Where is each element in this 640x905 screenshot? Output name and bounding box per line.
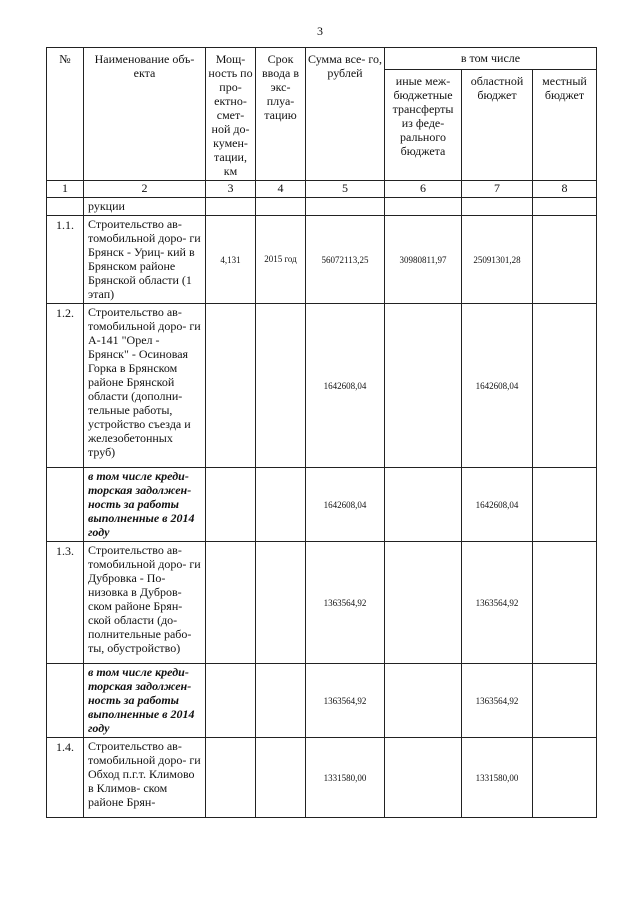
table-row [47,304,597,468]
table-row [47,216,597,304]
header-transfers: иные меж- бюджетные трансферты из феде- рального бюджета [385,70,462,181]
term-value [256,468,306,542]
sum-value: 1363564,92 [306,542,385,664]
object-name: Строительство ав- томобильной доро- ги Обход п.г.т. Климово в Климов- ском районе Брян- [84,738,206,818]
col-num: 4 [256,181,306,198]
transfers-value [385,304,462,468]
regional-value: 1363564,92 [462,664,533,738]
regional-value: 1363564,92 [462,542,533,664]
page-number: 3 [317,24,323,38]
regional-value: 25091301,28 [462,216,533,304]
header-incl: в том числе [385,48,597,70]
row-number: 1.2. [47,304,84,468]
object-name: рукции [84,198,206,216]
column-number-row [47,181,597,198]
regional-value: 1331580,00 [462,738,533,818]
term-value: 2015 год [256,216,306,304]
transfers-value [385,738,462,818]
sum-value: 1642608,04 [306,468,385,542]
header-regional: областной бюджет [462,70,533,181]
local-value [533,198,597,216]
term-value [256,198,306,216]
object-name: Строительство ав- томобильной доро- ги А-141 "Орел - Брянск" - Осиновая Горка в Брянском районе Брянской области (дополни- тельные работы, устройство съезда и железобетонных труб) [84,304,206,468]
header-no: № [47,48,84,181]
capacity-value [206,304,256,468]
col-num: 6 [385,181,462,198]
row-number [47,664,84,738]
local-value [533,468,597,542]
transfers-value [385,664,462,738]
transfers-value [385,468,462,542]
table-row [47,664,597,738]
local-value [533,216,597,304]
sum-value: 1642608,04 [306,304,385,468]
term-value [256,664,306,738]
transfers-value [385,542,462,664]
capacity-value [206,468,256,542]
object-name: Строительство ав- томобильной доро- ги Брянск - Уриц- кий в Брянском районе Брянской области (1 этап) [84,216,206,304]
sum-value: 1363564,92 [306,664,385,738]
capacity-value [206,738,256,818]
object-name: в том числе креди- торская задолжен- ность за работы выполненные в 2014 году [84,664,206,738]
header-row [47,48,597,70]
capacity-value [206,542,256,664]
regional-value: 1642608,04 [462,304,533,468]
col-num: 7 [462,181,533,198]
table-row [47,198,597,216]
col-num: 3 [206,181,256,198]
sum-value: 56072113,25 [306,216,385,304]
object-name: в том числе креди- торская задолжен- ность за работы выполненные в 2014 году [84,468,206,542]
local-value [533,542,597,664]
capacity-value [206,664,256,738]
term-value [256,542,306,664]
transfers-value: 30980811,97 [385,216,462,304]
col-num: 2 [84,181,206,198]
regional-value: 1642608,04 [462,468,533,542]
header-term: Срок ввода в экс- плуа- тацию [256,48,306,181]
table-row [47,738,597,818]
sum-value: 1331580,00 [306,738,385,818]
capacity-value: 4,131 [206,216,256,304]
row-number: 1.3. [47,542,84,664]
table-row [47,468,597,542]
row-number [47,468,84,542]
transfers-value [385,198,462,216]
capacity-value [206,198,256,216]
object-name: Строительство ав- томобильной доро- ги Дубровка - По- низовка в Дубров- ском районе Брян- ской области (до- полнительные рабо- ты, обустройство) [84,542,206,664]
header-name: Наименование объ- екта [84,48,206,181]
table-row [47,542,597,664]
local-value [533,738,597,818]
row-number: 1.4. [47,738,84,818]
local-value [533,304,597,468]
header-local: местный бюджет [533,70,597,181]
header-sum: Сумма все- го, рублей [306,48,385,181]
budget-table [46,47,597,818]
col-num: 1 [47,181,84,198]
header-capacity: Мощ- ность по про- ектно- смет- ной до- кумен- тации, км [206,48,256,181]
col-num: 5 [306,181,385,198]
row-number [47,198,84,216]
local-value [533,664,597,738]
row-number: 1.1. [47,216,84,304]
term-value [256,738,306,818]
sum-value [306,198,385,216]
col-num: 8 [533,181,597,198]
regional-value [462,198,533,216]
term-value [256,304,306,468]
